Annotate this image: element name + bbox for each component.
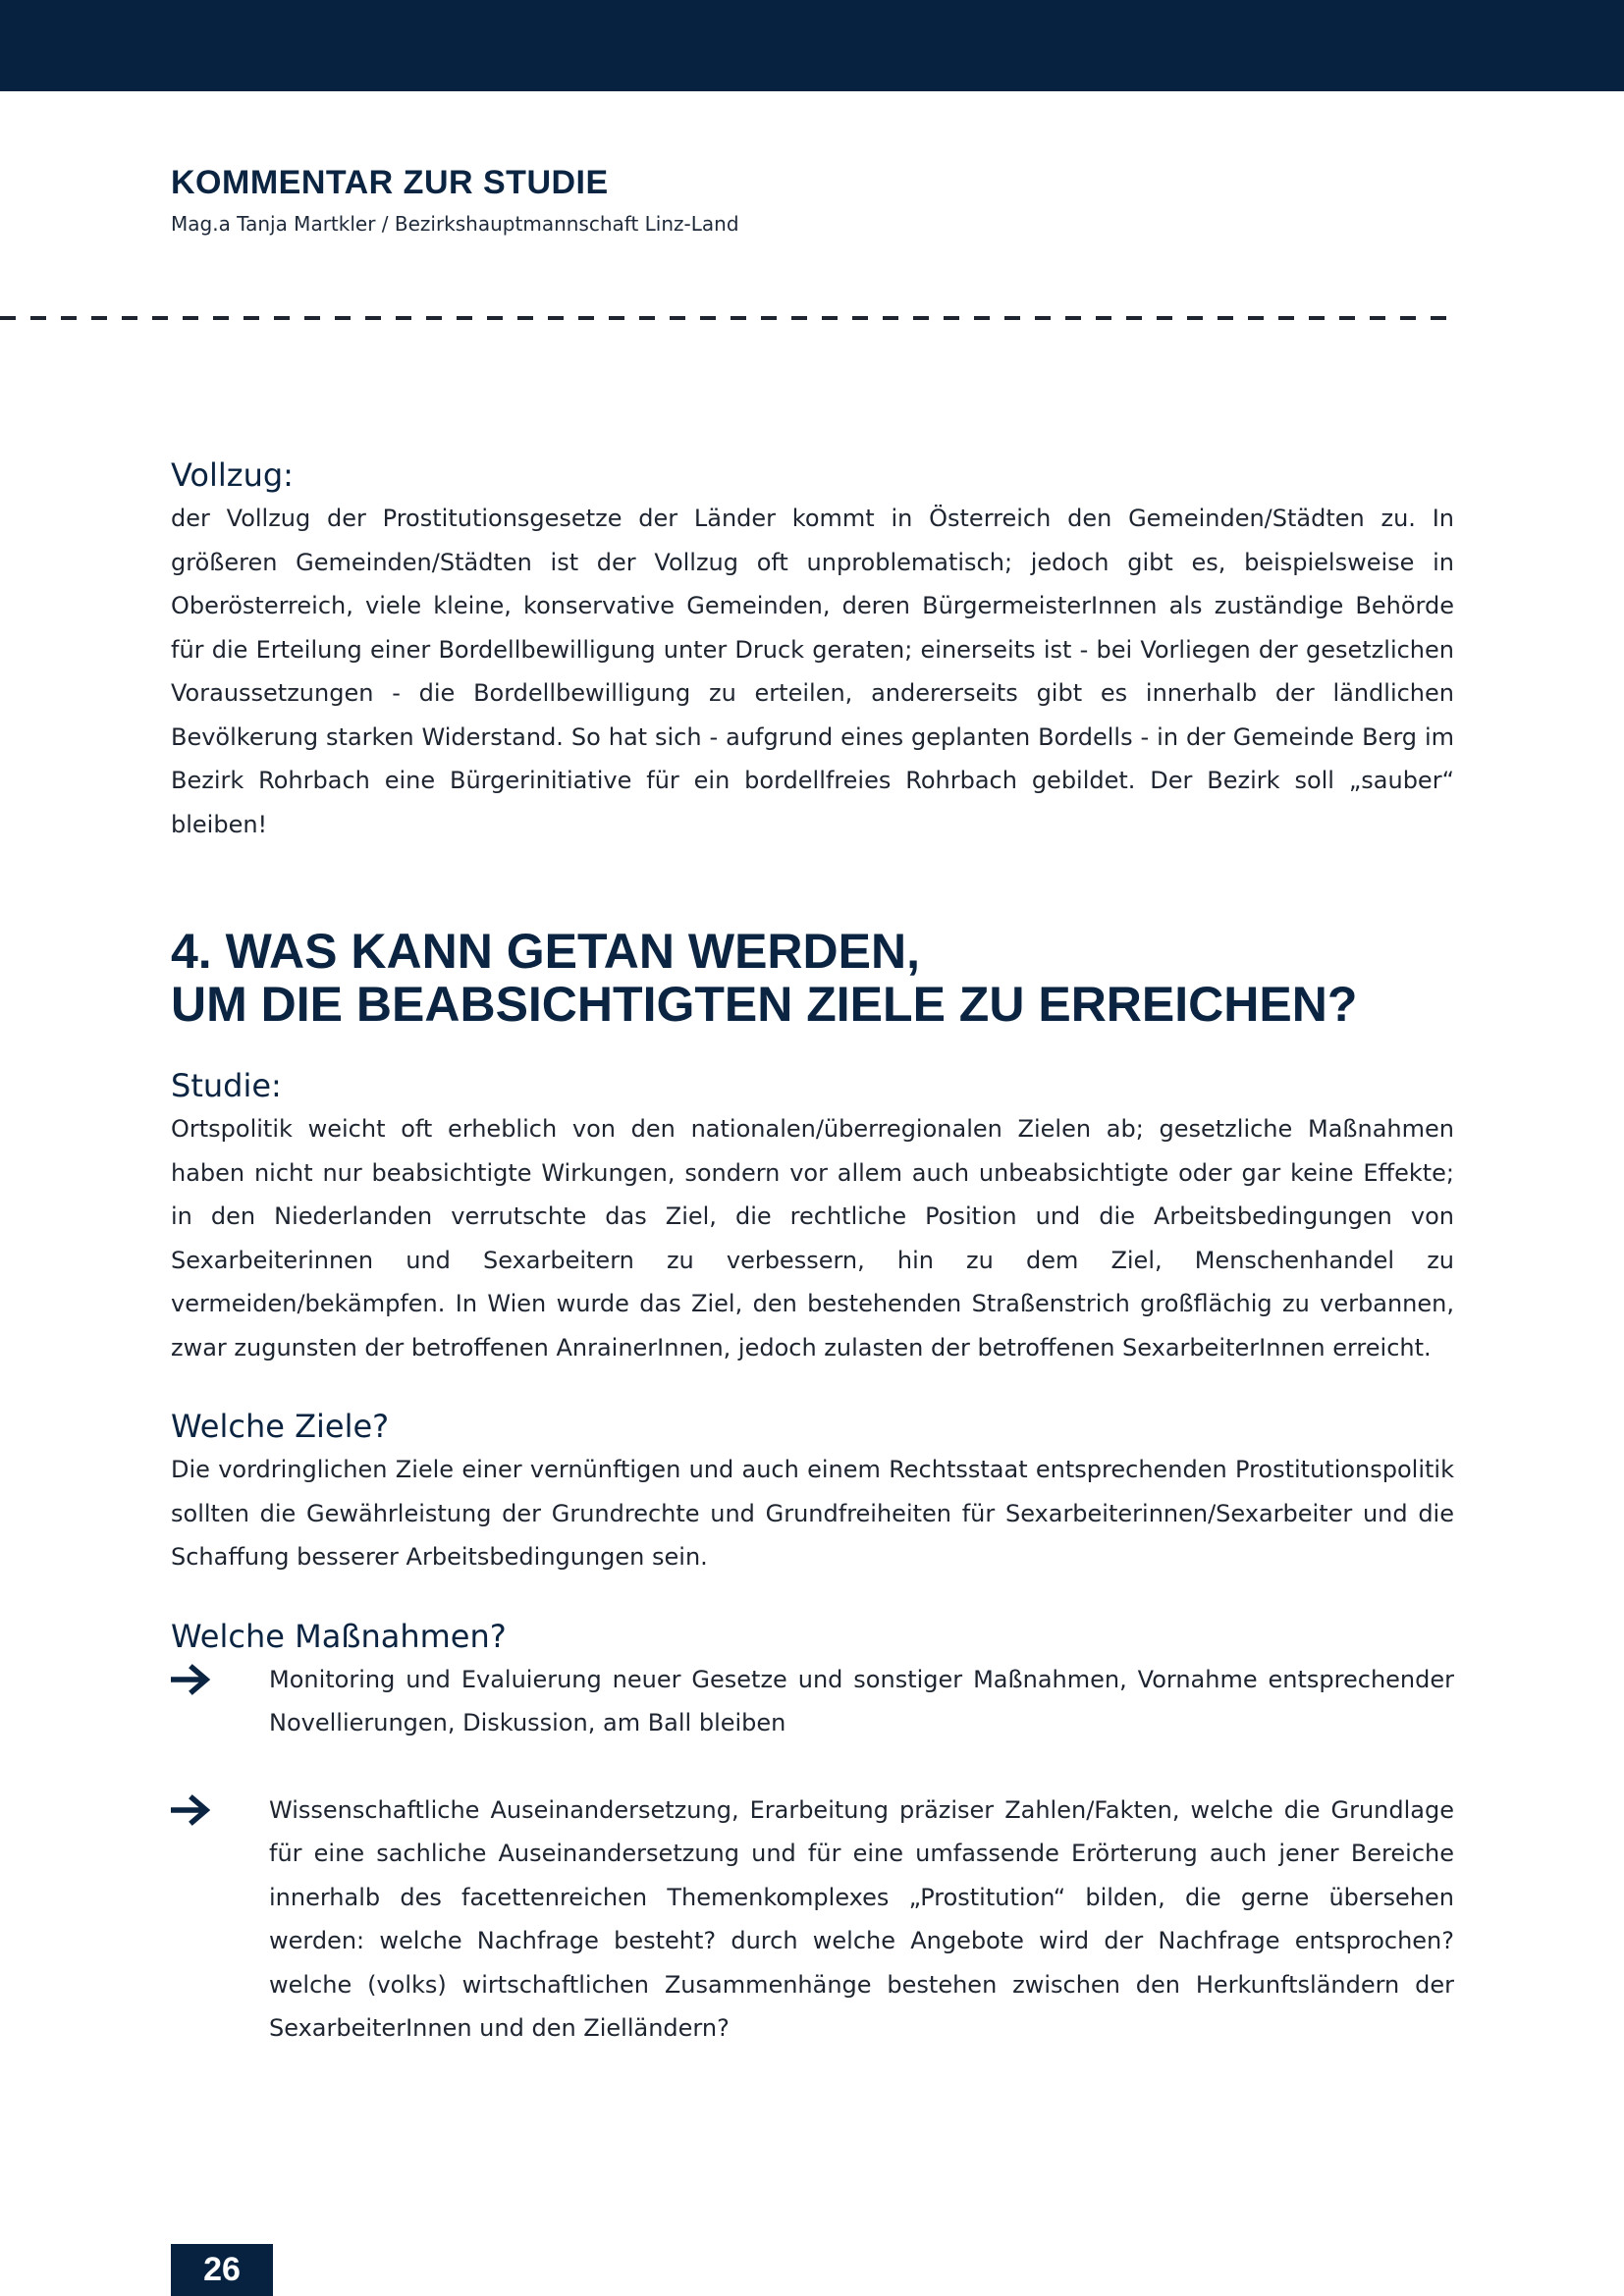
vollzug-paragraph: der Vollzug der Prostitutionsgesetze der Länder kommt in Österreich den Gemeinden/Städten zu. In größeren Gemeinden/Städten ist der Vollzug oft unproblematisch; jedoch gibt es, beispielsweise in Oberösterreich, viele kleine, konservative Gemeinden, deren BürgermeisterInnen als zuständige Behörde für die Erteilung einer Bordellbewilligung unter Druck geraten; einerseits ist - bei Vorliegen der gesetzlichen Voraussetzungen - die Bordellbewilligung zu erteilen, andererseits gibt es innerhalb der ländlichen Bevölkerung starken Widerstand. So hat sich - aufgrund eines geplanten Bordells - in der Gemeinde Berg im Bezirk Rohrbach eine Bürgerinitiative für ein bordellfreies Rohrbach gebildet. Der Bezirk soll „sauber“ bleiben! <box>171 505 1454 838</box>
page-title: KOMMENTAR ZUR STUDIE <box>171 164 609 201</box>
ziele-section <box>171 1407 1454 1579</box>
list-item <box>171 1789 1454 2051</box>
massnahmen-section <box>171 1617 1454 2051</box>
main-content <box>171 455 1454 2051</box>
section-4 <box>171 925 1454 1031</box>
list-item <box>171 1658 1454 1745</box>
section-4-title <box>171 925 1454 1031</box>
section-4-title-line-1: 4. WAS KANN GETAN WERDEN, <box>171 924 920 979</box>
studie-section <box>171 1066 1454 1369</box>
top-banner <box>0 0 1624 91</box>
ziele-paragraph: Die vordringlichen Ziele einer vernünftigen und auch einem Rechtsstaat entsprechenden Prostitutionspolitik sollten die Gewährleistung der Grundrechte und Grundfreiheiten für Sexarbeiterinnen/Sexarbeiter und die Schaffung besserer Arbeitsbedingungen sein. <box>171 1456 1454 1571</box>
dashed-divider <box>0 316 1455 320</box>
arrow-right-icon <box>171 1658 269 1702</box>
author-line: Mag.a Tanja Martkler / Bezirkshauptmannschaft Linz-Land <box>171 212 739 236</box>
vollzug-section <box>171 455 1454 846</box>
ziele-heading: Welche Ziele? <box>171 1408 390 1445</box>
section-4-title-line-2: UM DIE BEABSICHTIGTEN ZIELE ZU ERREICHEN? <box>171 977 1358 1032</box>
studie-heading: Studie: <box>171 1067 282 1104</box>
page-number: 26 <box>171 2244 273 2296</box>
vollzug-heading: Vollzug: <box>171 456 294 494</box>
list-item-text: Monitoring und Evaluierung neuer Gesetze und sonstiger Maßnahmen, Vornahme entsprechender Novellierungen, Diskussion, am Ball bleiben <box>269 1665 1454 1736</box>
arrow-right-icon <box>171 1789 269 1833</box>
massnahmen-heading: Welche Maßnahmen? <box>171 1617 507 1655</box>
studie-paragraph: Ortspolitik weicht oft erheblich von den nationalen/überregionalen Zielen ab; gesetzliche Maßnahmen haben nicht nur beabsichtigte Wirkungen, sondern vor allem auch unbeabsichtigte oder gar keine Effekte; in den Niederlanden verrutschte das Ziel, die rechtliche Position und die Arbeitsbedingungen von Sexarbeiterinnen und Sexarbeitern zu verbessern, hin zu dem Ziel, Menschenhandel zu vermeiden/bekämpfen. In Wien wurde das Ziel, den bestehenden Straßenstrich großflächig zu verbannen, zwar zugunsten der betroffenen AnrainerInnen, jedoch zulasten der betroffenen SexarbeiterInnen erreicht. <box>171 1115 1454 1362</box>
list-item-text: Wissenschaftliche Auseinandersetzung, Erarbeitung präziser Zahlen/Fakten, welche die Grundlage für eine sachliche Auseinandersetzung und für eine umfassende Erörterung auch jener Bereiche innerhalb des facettenreichen Themenkomplexes „Prostitution“ bilden, die gerne übersehen werden: welche Nachfrage besteht? durch welche Angebote wird der Nachfrage entsprochen? welche (volks) wirtschaftlichen Zusammenhänge bestehen zwischen den Herkunftsländern der SexarbeiterInnen und den Zielländern? <box>269 1795 1454 2042</box>
page-header <box>171 163 739 236</box>
